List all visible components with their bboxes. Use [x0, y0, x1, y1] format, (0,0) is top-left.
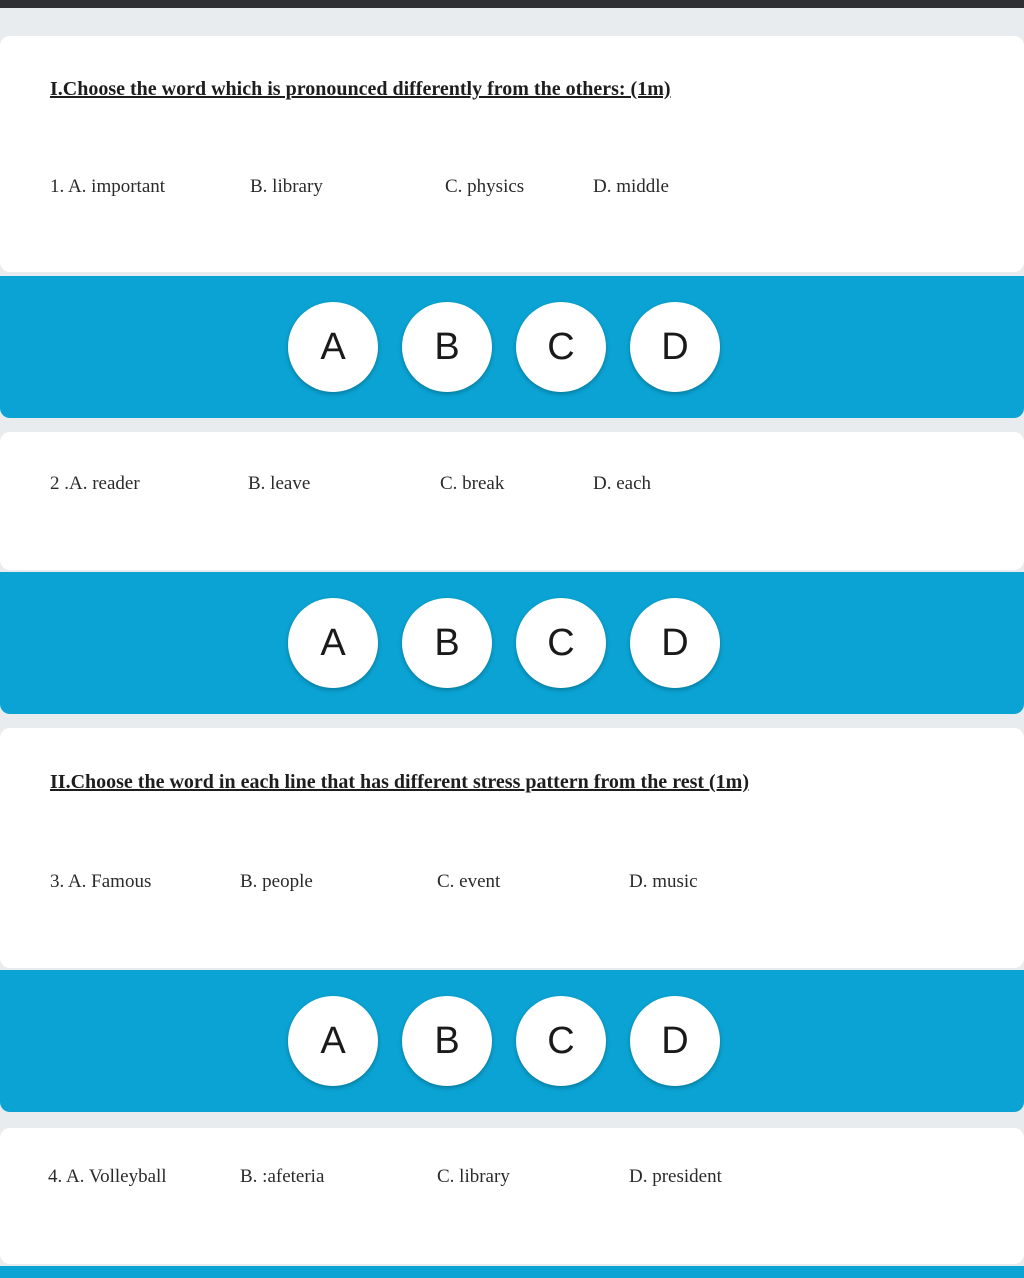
answer-2-button-b[interactable]: B — [402, 598, 492, 688]
answer-3-button-c[interactable]: C — [516, 996, 606, 1086]
section-2-heading: II.Choose the word in each line that has different stress pattern from the rest (1m) — [50, 771, 750, 793]
answer-band-3 — [0, 970, 1024, 1112]
question-4-option-b: B. :afeteria — [240, 1166, 325, 1187]
question-1-option-a: 1. A. important — [50, 176, 166, 197]
question-4-option-a: 4. A. Volleyball — [48, 1166, 167, 1187]
question-card-3 — [0, 728, 1024, 968]
question-1-option-c: C. physics — [445, 176, 525, 197]
question-3-option-a: 3. A. Famous — [50, 871, 152, 892]
question-card-4 — [0, 1128, 1024, 1264]
question-row-2 — [0, 473, 1024, 503]
question-1-option-b: B. library — [250, 176, 323, 197]
answer-1-button-b[interactable]: B — [402, 302, 492, 392]
top-bar — [0, 0, 1024, 8]
answer-3-button-a[interactable]: A — [288, 996, 378, 1086]
question-2-option-c: C. break — [440, 473, 505, 494]
question-3-option-c: C. event — [437, 871, 501, 892]
question-2-option-a: 2 .A. reader — [50, 473, 140, 494]
question-4-option-d: D. president — [629, 1166, 722, 1187]
question-4-option-c: C. library — [437, 1166, 510, 1187]
answer-1-button-a[interactable]: A — [288, 302, 378, 392]
answer-2-button-d[interactable]: D — [630, 598, 720, 688]
answer-band-1 — [0, 276, 1024, 418]
question-row-3 — [0, 871, 1024, 901]
answer-3-button-b[interactable]: B — [402, 996, 492, 1086]
question-3-option-d: D. music — [629, 871, 698, 892]
question-3-option-b: B. people — [240, 871, 313, 892]
question-2-option-b: B. leave — [248, 473, 311, 494]
answer-band-4 — [0, 1266, 1024, 1278]
question-2-option-d: D. each — [593, 473, 652, 494]
answer-2-button-a[interactable]: A — [288, 598, 378, 688]
answer-band-2 — [0, 572, 1024, 714]
answer-1-button-d[interactable]: D — [630, 302, 720, 392]
answer-2-button-c[interactable]: C — [516, 598, 606, 688]
answer-1-button-c[interactable]: C — [516, 302, 606, 392]
section-1-heading: I.Choose the word which is pronounced differently from the others: (1m) — [50, 78, 671, 100]
question-1-option-d: D. middle — [593, 176, 669, 197]
answer-3-button-d[interactable]: D — [630, 996, 720, 1086]
question-row-1 — [0, 176, 1024, 206]
question-row-4 — [0, 1166, 1024, 1196]
question-card-1 — [0, 36, 1024, 272]
